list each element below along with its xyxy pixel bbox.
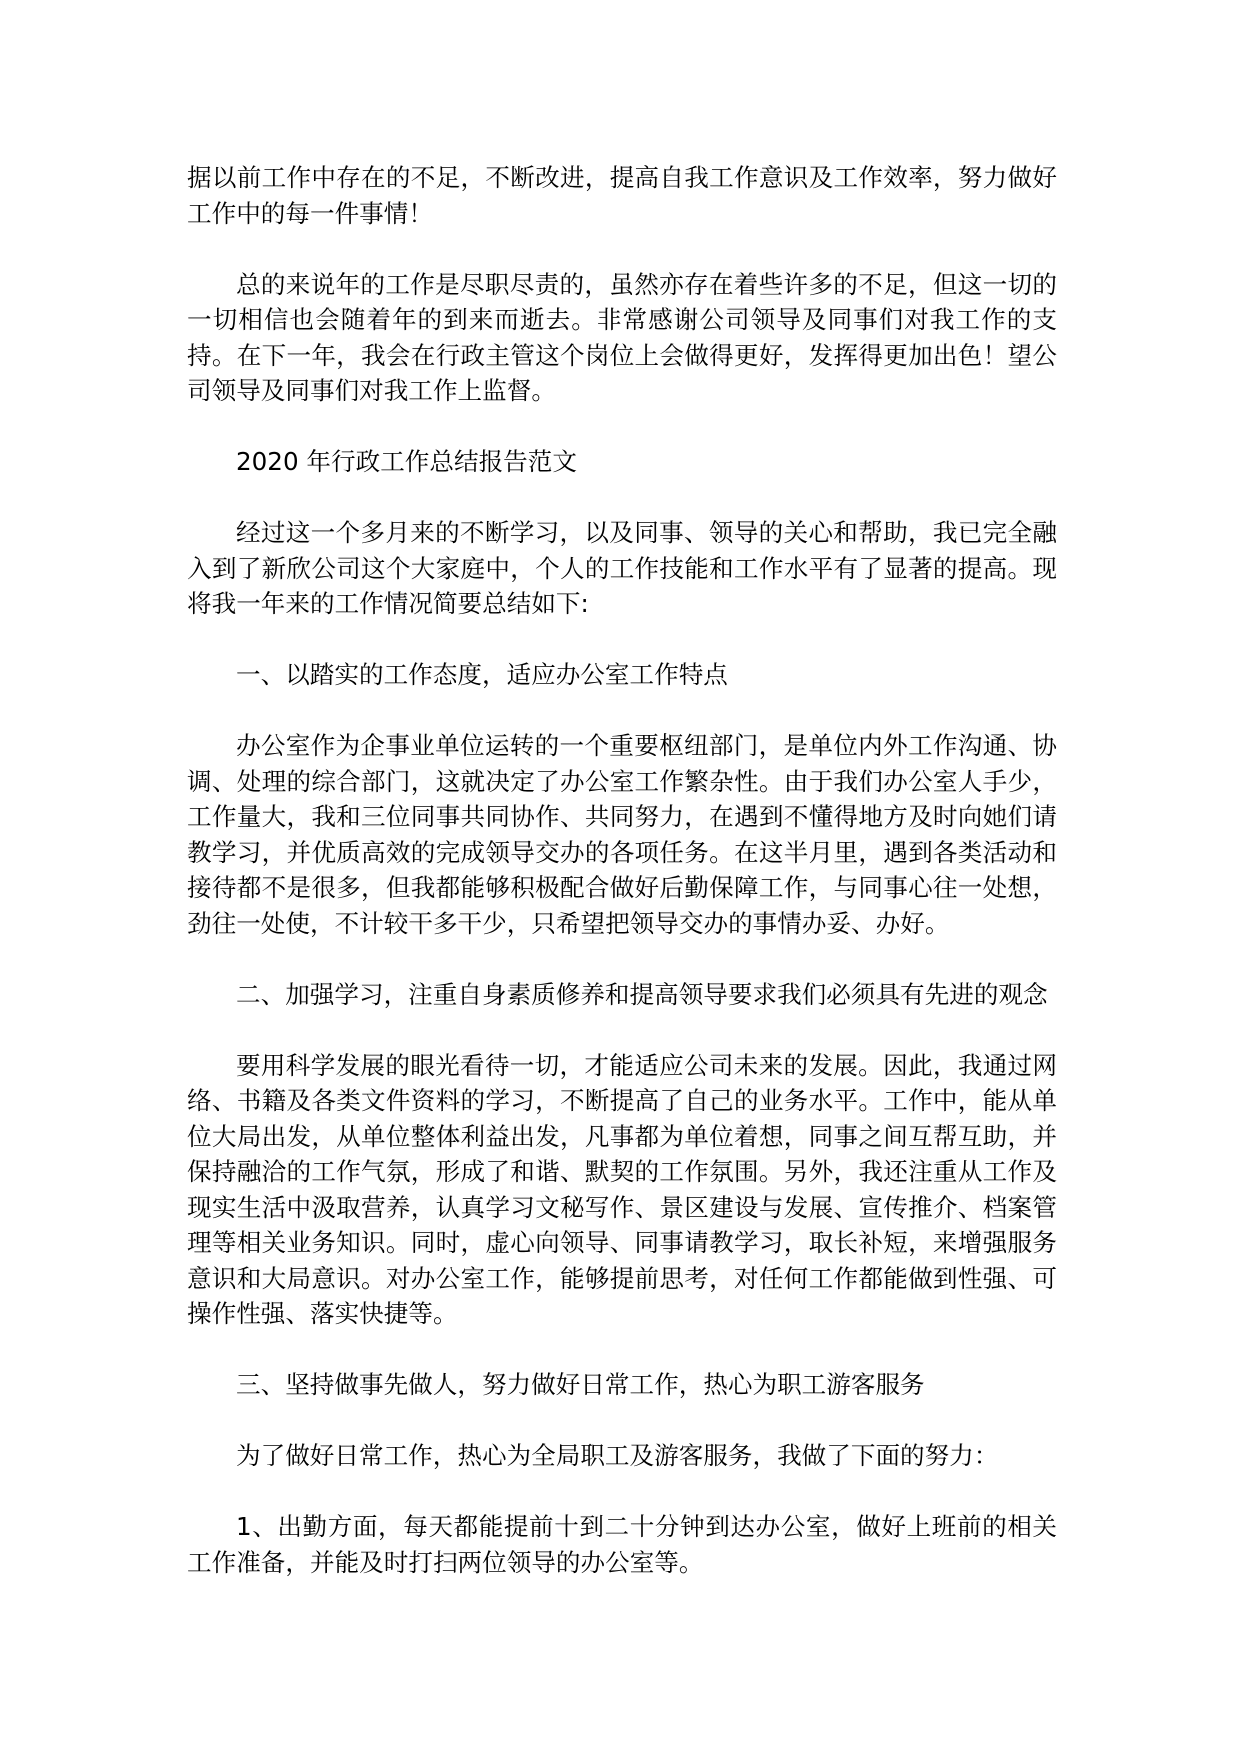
paragraph-learning: 要用科学发展的眼光看待一切，才能适应公司未来的发展。因此，我通过网络、书籍及各类文件资料的学习，不断提高了自己的业务水平。工作中，能从单位大局出发，从单位整体利益出发，凡事都为单位着想，同事之间互帮互助，并保持融洽的工作气氛，形成了和谐、默契的工作氛围。另外，我还注重从工作及现实生活中汲取营养，认真学习文秘写作、景区建设与发展、宣传推介、档案管理等相关业务知识。同时，虚心向领导、同事请教学习，取长补短，来增强服务意识和大局意识。对办公室工作，能够提前思考，对任何工作都能做到性强、可操作性强、落实快捷等。: [187, 1050, 1057, 1328]
paragraph-continued-text: 据以前工作中存在的不足，不断改进，提高自我工作意识及工作效率，努力做好工作中的每一件事情！: [187, 163, 1057, 228]
paragraph-attendance: 1、出勤方面，每天都能提前十到二十分钟到达办公室，做好上班前的相关工作准备，并能及时打扫两位领导的办公室等。: [187, 1512, 1057, 1577]
heading-three: 三、坚持做事先做人，努力做好日常工作，热心为职工游客服务: [236, 1370, 925, 1399]
paragraph-daily-work: 为了做好日常工作，热心为全局职工及游客服务，我做了下面的努力：: [236, 1441, 999, 1470]
paragraph-summary: 总的来说年的工作是尽职尽责的，虽然亦存在着些许多的不足，但这一切的一切相信也会随着年的到来而逝去。非常感谢公司领导及同事们对我工作的支持。在下一年，我会在行政主管这个岗位上会做得更好，发挥得更加出色！望公司领导及同事们对我工作上监督。: [187, 269, 1057, 405]
heading-one: 一、以踏实的工作态度，适应办公室工作特点: [236, 660, 728, 689]
paragraph-intro: 经过这一个多月来的不断学习，以及同事、领导的关心和帮助，我已完全融入到了新欣公司这个大家庭中，个人的工作技能和工作水平有了显著的提高。现将我一年来的工作情况简要总结如下:: [187, 518, 1057, 618]
section-title: 2020 年行政工作总结报告范文: [236, 447, 577, 476]
paragraph-office-work: 办公室作为企事业单位运转的一个重要枢纽部门，是单位内外工作沟通、协调、处理的综合部门，这就决定了办公室工作繁杂性。由于我们办公室人手少，工作量大，我和三位同事共同协作、共同努力，在遇到不懂得地方及时向她们请教学习，并优质高效的完成领导交办的各项任务。在这半月里，遇到各类活动和接待都不是很多，但我都能够积极配合做好后勤保障工作，与同事心往一处想，劲往一处使，不计较干多干少，只希望把领导交办的事情办妥、办好。: [187, 731, 1057, 938]
heading-two: 二、加强学习，注重自身素质修养和提高领导要求我们必须具有先进的观念: [236, 979, 1048, 1009]
document-body: [187, 160, 1057, 1616]
